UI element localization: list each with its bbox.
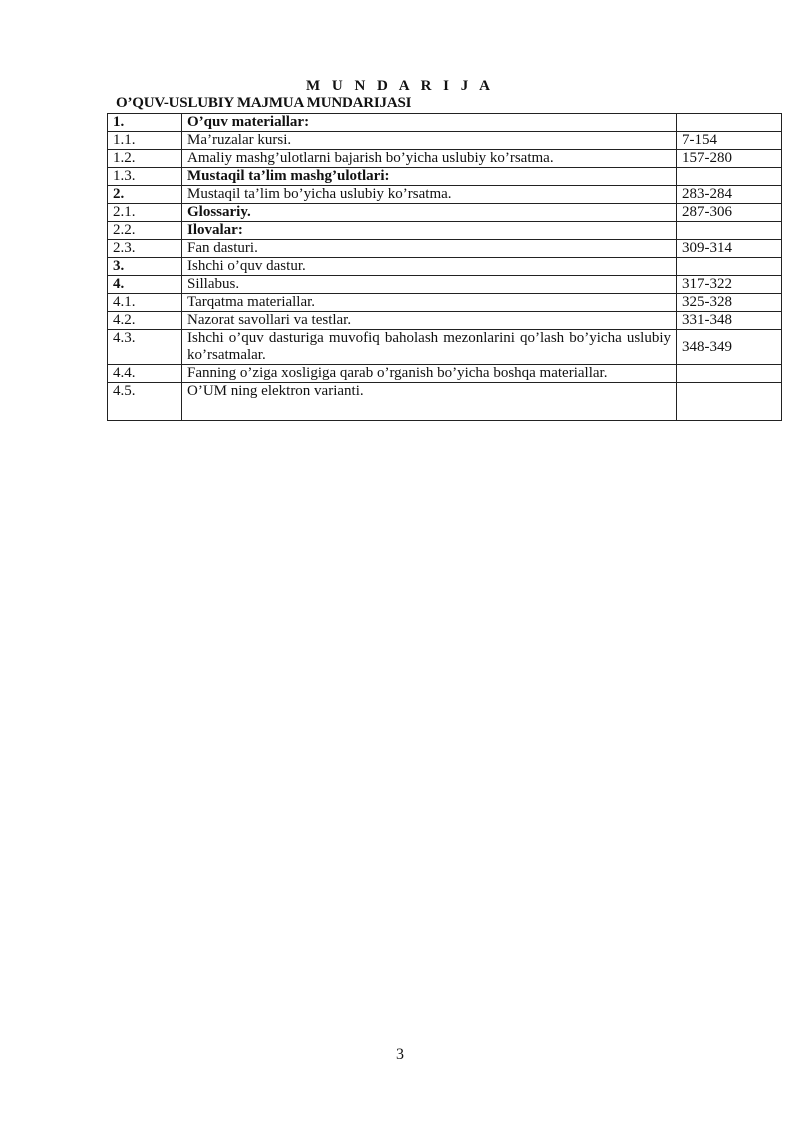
row-pages: 317-322 bbox=[677, 276, 782, 294]
row-pages: 325-328 bbox=[677, 294, 782, 312]
row-title: Ilovalar: bbox=[182, 222, 677, 240]
row-title: Ma’ruzalar kursi. bbox=[182, 132, 677, 150]
table-row bbox=[108, 383, 782, 421]
document-subtitle: O’QUV-USLUBIY MAJMUA MUNDARIJASI bbox=[116, 95, 412, 111]
row-pages bbox=[677, 383, 782, 421]
table-row bbox=[108, 294, 782, 312]
row-title: Tarqatma materiallar. bbox=[182, 294, 677, 312]
row-pages: 309-314 bbox=[677, 240, 782, 258]
table-row bbox=[108, 186, 782, 204]
row-title: O’UM ning elektron varianti. bbox=[182, 383, 677, 421]
table-row bbox=[108, 168, 782, 186]
row-pages: 157-280 bbox=[677, 150, 782, 168]
row-pages: 331-348 bbox=[677, 312, 782, 330]
table-row bbox=[108, 114, 782, 132]
row-title: Sillabus. bbox=[182, 276, 677, 294]
table-row bbox=[108, 276, 782, 294]
row-number: 1.2. bbox=[108, 150, 182, 168]
row-title: Fanning o’ziga xosligiga qarab o’rganish bo’yicha boshqa materiallar. bbox=[182, 365, 677, 383]
table-row bbox=[108, 240, 782, 258]
table-row bbox=[108, 312, 782, 330]
row-number: 4.4. bbox=[108, 365, 182, 383]
row-pages: 287-306 bbox=[677, 204, 782, 222]
row-title: Amaliy mashg’ulotlarni bajarish bo’yicha uslubiy ko’rsatma. bbox=[182, 150, 677, 168]
row-number: 1.1. bbox=[108, 132, 182, 150]
row-pages bbox=[677, 114, 782, 132]
table-row bbox=[108, 222, 782, 240]
row-title: Mustaqil ta’lim mashg’ulotlari: bbox=[182, 168, 677, 186]
row-title: Fan dasturi. bbox=[182, 240, 677, 258]
contents-table bbox=[107, 113, 782, 421]
row-number: 4.3. bbox=[108, 330, 182, 365]
row-number: 4.1. bbox=[108, 294, 182, 312]
row-title: Mustaqil ta’lim bo’yicha uslubiy ko’rsatma. bbox=[182, 186, 677, 204]
row-number: 2. bbox=[108, 186, 182, 204]
table-row bbox=[108, 258, 782, 276]
table-row bbox=[108, 365, 782, 383]
row-title: Nazorat savollari va testlar. bbox=[182, 312, 677, 330]
table-row bbox=[108, 150, 782, 168]
row-pages bbox=[677, 258, 782, 276]
row-pages bbox=[677, 168, 782, 186]
row-pages: 283-284 bbox=[677, 186, 782, 204]
row-pages bbox=[677, 222, 782, 240]
page-title: M U N D A R I J A bbox=[305, 78, 494, 94]
row-title: Ishchi o’quv dasturiga muvofiq baholash mezonlarini qo’lash bo’yicha uslubiy ko’rsatmalar. bbox=[182, 330, 677, 365]
row-number: 4. bbox=[108, 276, 182, 294]
row-pages: 7-154 bbox=[677, 132, 782, 150]
row-title: Glossariy. bbox=[182, 204, 677, 222]
page-number: 3 bbox=[396, 1046, 404, 1063]
row-number: 4.2. bbox=[108, 312, 182, 330]
row-title: O’quv materiallar: bbox=[182, 114, 677, 132]
row-number: 2.3. bbox=[108, 240, 182, 258]
row-number: 2.2. bbox=[108, 222, 182, 240]
table-row bbox=[108, 204, 782, 222]
row-pages: 348-349 bbox=[677, 330, 782, 365]
row-number: 1.3. bbox=[108, 168, 182, 186]
row-number: 2.1. bbox=[108, 204, 182, 222]
row-number: 4.5. bbox=[108, 383, 182, 421]
table-row bbox=[108, 132, 782, 150]
row-number: 1. bbox=[108, 114, 182, 132]
table-row bbox=[108, 330, 782, 365]
row-pages bbox=[677, 365, 782, 383]
row-number: 3. bbox=[108, 258, 182, 276]
row-title: Ishchi o’quv dastur. bbox=[182, 258, 677, 276]
